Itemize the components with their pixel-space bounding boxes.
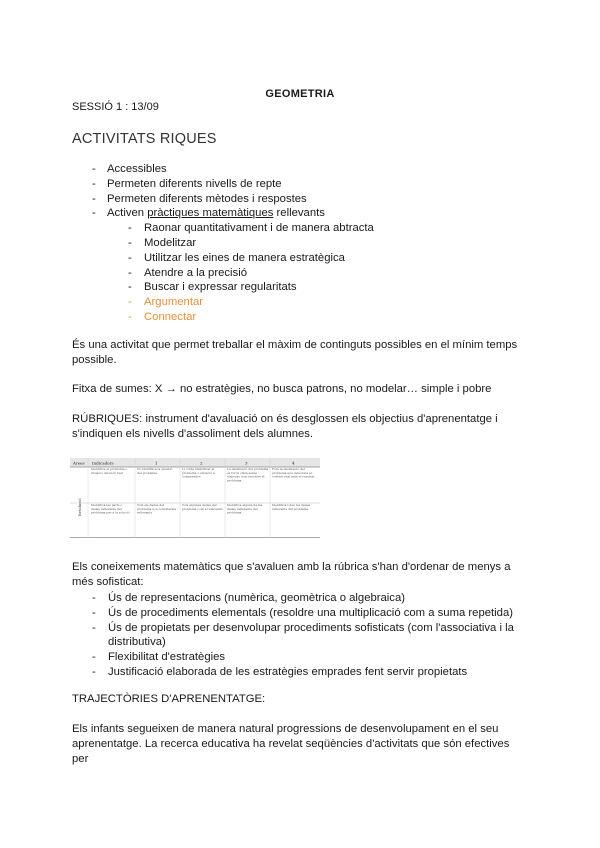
rubric-cell: Identifica les parts o dades rellevants del problema per a la solució xyxy=(91,503,130,515)
practices-link[interactable]: pràctiques matemàtiques xyxy=(147,207,274,220)
features-list xyxy=(72,162,374,221)
document-title: GEOMETRIA xyxy=(265,88,335,100)
rubric-table-image xyxy=(70,458,320,538)
rubric-cell: Identifica totes les dades rellevants del problema xyxy=(272,503,311,511)
knowledge-list xyxy=(72,591,538,680)
rubric-cell: Identifica alguns de les dades rellevants del problema xyxy=(227,503,263,515)
rubric-header-level-2: 2 xyxy=(200,460,203,466)
paragraph-coneixements: Els coneixements matemàtics que s'avaluen amb la rúbrica s'han d'ordenar de menys a més sofisticat: xyxy=(72,561,511,588)
rubric-cell: Identifica el problema o situació del món real xyxy=(91,467,128,475)
sublist-item-highlight: - Connectar xyxy=(72,310,374,325)
rubric-area-label: Resolució xyxy=(78,498,82,516)
paragraph-definition: És una activitat que permet treballar el màxim de continguts possibles en el mínim temps possible. xyxy=(72,339,518,366)
sublist-item: - Atendre a la precisió xyxy=(72,266,374,281)
rubric-header-indicators: Indicadors xyxy=(92,460,114,466)
rubric-header-level-3: 3 xyxy=(245,460,248,466)
section-heading: ACTIVITATS RIQUES xyxy=(72,131,217,147)
sublist-item: - Raonar quantitativament i de manera abtracta xyxy=(72,221,374,236)
sublist-item-highlight: - Argumentar xyxy=(72,295,374,310)
trajectories-heading: TRAJECTÒRIES D'APRENENTATGE: xyxy=(72,693,266,705)
paragraph-example: Fitxa de sumes: X → no estratègies, no busca patrons, no modelar… simple i pobre xyxy=(72,383,492,395)
sublist-item: - Utilitzar les eines de manera estratègica xyxy=(72,251,374,266)
sublist-item: - Buscar i expressar regularitats xyxy=(72,280,374,295)
list-item: - Permeten diferents mètodes i respostes xyxy=(72,192,374,207)
list-item: - Accessibles xyxy=(72,162,374,177)
activen-prefix: Activen xyxy=(107,207,148,220)
sublist-item: - Modelitzar xyxy=(72,236,374,251)
list-item xyxy=(72,206,374,221)
paragraph-rubriques: RÚBRIQUES: instrument d'avaluació on és desglossen els objectius d'aprenentatge i s'indiquen els nivells d'assoliment dels alumnes. xyxy=(72,413,498,440)
rubric-cell: No identifica la qüestió del problema. xyxy=(137,467,173,475)
rubric-cell: Tots els dades del problema son considerats rellevants xyxy=(137,503,177,515)
list-item: - Permeten diferents nivells de repte xyxy=(72,177,374,192)
list-item: - Ús de procediments elementals (resoldre una multiplicació com a suma repetida) xyxy=(72,606,538,621)
rubric-cell: Fora la destinació del problema que relaciona el context real amb el resultat xyxy=(272,467,315,479)
practices-sublist xyxy=(72,221,374,325)
rubric-cell: La destinació del problema és força clara sense elaborar com resoldre el problema xyxy=(227,467,269,483)
paragraph-trajectories: Els infants segueixen de manera natural progressions de desenvolupament en el seu aprenentatge. La recerca educativa ha revelat seqüències d'activitats que són efectives per xyxy=(72,723,510,765)
activen-suffix: rellevants xyxy=(273,207,325,220)
list-item: - Flexibilitat d'estratègies xyxy=(72,650,538,665)
rubric-cell: Li costa identificar el problema o situació a comprendre xyxy=(182,467,215,479)
knowledge-list-block xyxy=(72,591,538,680)
list-item: - Justificació elaborada de les estratègies emprades fent servir propietats xyxy=(72,665,538,680)
features-list-block xyxy=(72,162,374,325)
rubric-cell: Tots algunes dades del problema com a rellevants xyxy=(182,503,223,511)
list-item: - Ús de propietats per desenvolupar procediments sofisticats (com l'associativa i la distributiva) xyxy=(72,621,538,651)
session-label: SESSIÓ 1 : 13/09 xyxy=(72,101,159,113)
rubric-header-level-4: 4 xyxy=(292,460,295,466)
rubric-header-level-1: 1 xyxy=(155,460,158,466)
rubric-header-areas: Àrees xyxy=(73,460,85,466)
list-item: - Ús de representacions (numèrica, geomètrica o algebraica) xyxy=(72,591,538,606)
